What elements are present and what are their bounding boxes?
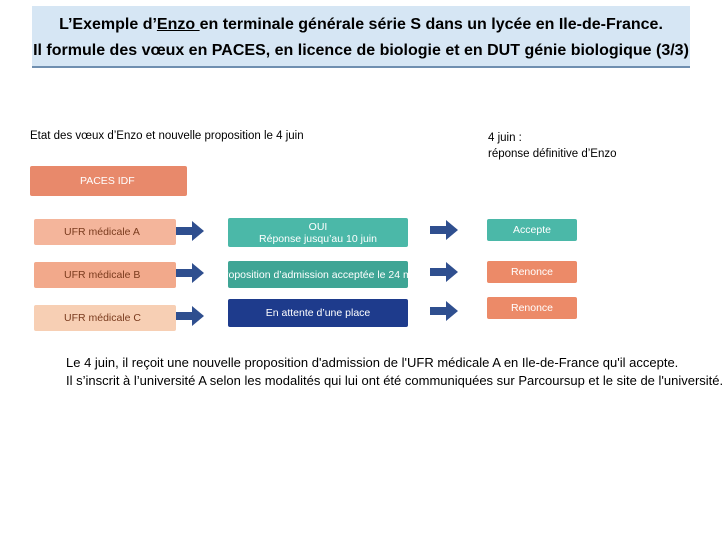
footer-line-2: Il s’inscrit à l’université A selon les modalités qui lui ont été communiquées sur Parcoursup et le site de l'université.: [66, 373, 723, 388]
response-box-b: Renonce: [487, 261, 577, 283]
title-line-1: [32, 16, 690, 34]
arrow-right-icon: [176, 221, 204, 241]
response-box-a: Accepte: [487, 219, 577, 241]
heading-status: Etat des vœux d’Enzo et nouvelle proposition le 4 juin: [30, 130, 304, 142]
title-student-name: Enzo: [156, 16, 200, 33]
status-box-a-line1: OUI: [308, 220, 328, 233]
title-line-1-after: en terminale générale série S dans un lycée en Ile-de-France.: [199, 16, 663, 33]
status-box-a: [228, 218, 408, 247]
heading-final-response: [488, 130, 617, 162]
status-box-c: En attente d’une place: [228, 299, 408, 327]
status-box-b-text: Proposition d’admission acceptée le 24 mai: [218, 268, 420, 281]
ufr-box-b: UFR médicale B: [34, 262, 176, 288]
title-line-1-before: L’Exemple d’: [59, 16, 157, 33]
arrow-right-icon: [430, 262, 458, 282]
arrow-right-icon: [430, 220, 458, 240]
ufr-box-a: UFR médicale A: [34, 219, 176, 245]
heading-final-response-date: 4 juin :: [488, 132, 522, 144]
status-box-b: [218, 261, 420, 288]
title-box: [32, 6, 690, 68]
arrow-right-icon: [176, 263, 204, 283]
response-box-c: Renonce: [487, 297, 577, 319]
status-box-a-line2: Réponse jusqu’au 10 juin: [259, 232, 377, 245]
title-line-2: Il formule des vœux en PACES, en licence de biologie et en DUT génie biologique (3/3): [33, 42, 689, 59]
footer-line-1: Le 4 juin, il reçoit une nouvelle proposition d'admission de l'UFR médicale A en Ile-de-France qu'il accepte.: [66, 355, 679, 370]
heading-final-response-label: réponse définitive d’Enzo: [488, 148, 617, 160]
ufr-box-c: UFR médicale C: [34, 305, 176, 331]
arrow-right-icon: [176, 306, 204, 326]
arrow-right-icon: [430, 301, 458, 321]
footer-text: [66, 354, 723, 390]
paces-box: PACES IDF: [30, 166, 187, 196]
